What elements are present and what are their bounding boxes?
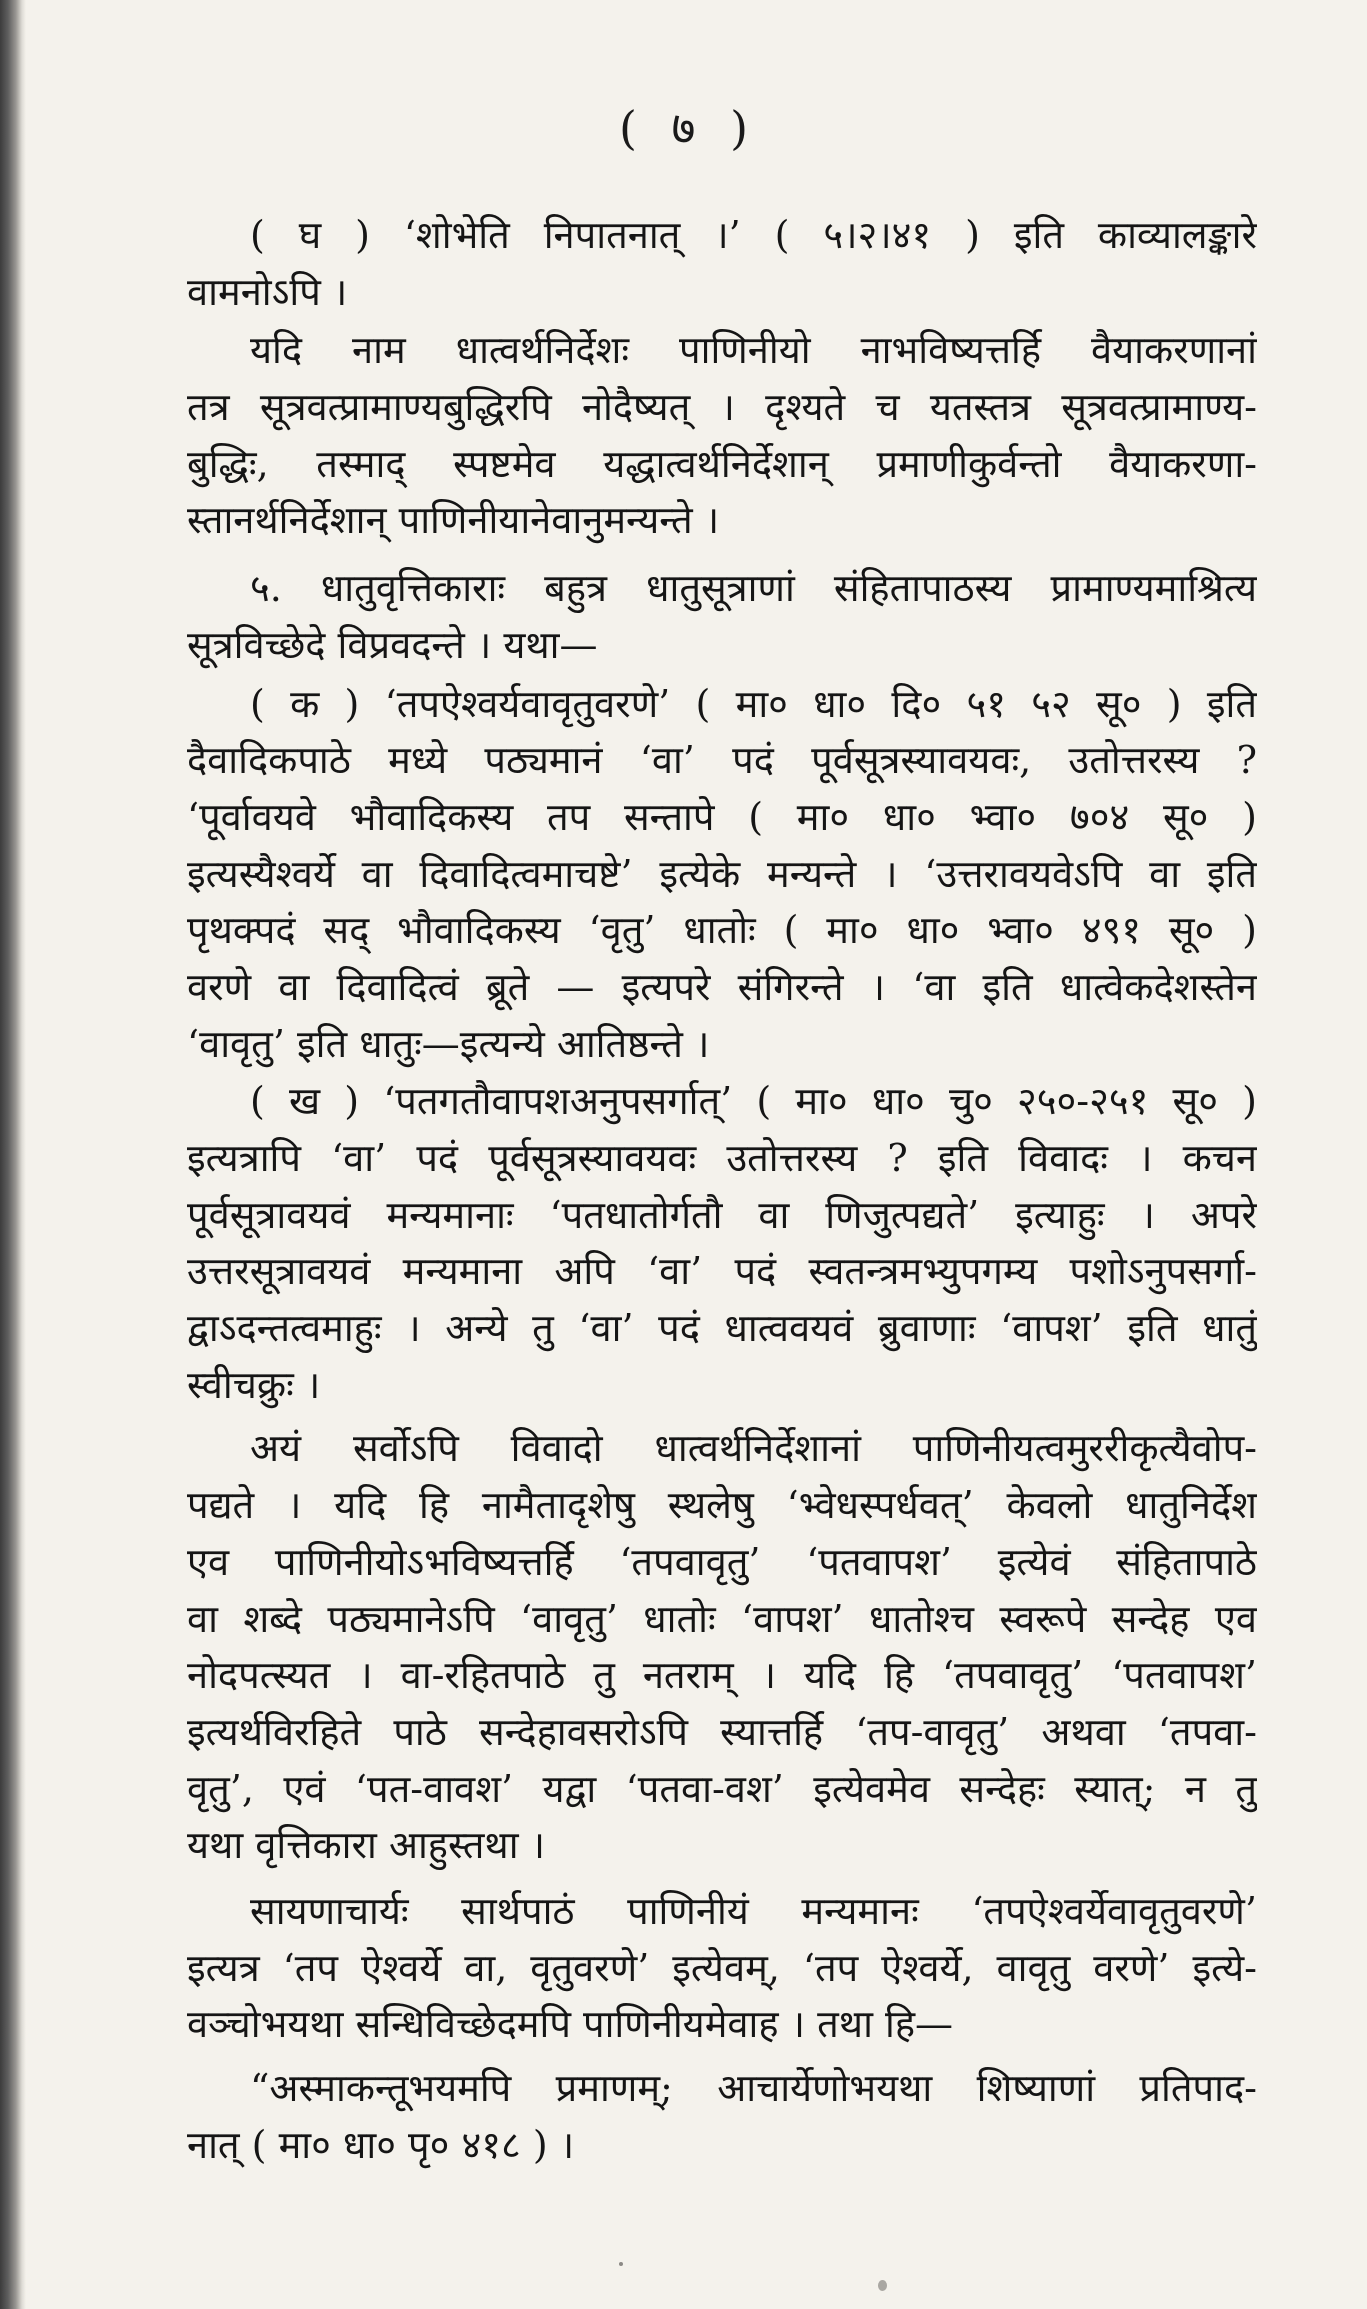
- text-line: ( घ ) ‘शोभेति निपातनात् ।’ ( ५।२।४१ ) इति काव्यालङ्कारे: [250, 213, 1257, 257]
- page-binding-shadow: [0, 0, 26, 2309]
- text-line: यदि नाम धात्वर्थनिर्देशः पाणिनीयो नाभविष्यत्तर्हि वैयाकरणानां: [250, 328, 1257, 373]
- paragraph: [187, 1073, 1257, 1413]
- text-line: दैवादिकपाठे मध्ये पठ्यमानं ‘वा’ पदं पूर्वसूत्रस्यावयवः, उतोत्तरस्य ?: [187, 738, 1257, 783]
- text-line: द्वाऽदन्तत्वमाहुः । अन्ये तु ‘वा’ पदं धात्ववयवं ब्रुवाणाः ‘वापश’ इति धातुं: [187, 1306, 1257, 1351]
- text-line: यथा वृत्तिकारा आहुस्तथा ।: [187, 1823, 546, 1868]
- text-line: ( ख ) ‘पतगतौवापशअनुपसर्गात्’ ( मा० धा० चु० २५०-२५१ सू० ): [250, 1079, 1257, 1124]
- text-line: इत्यत्र ‘तप ऐश्वर्ये वा, वृतुवरणे’ इत्येवम्, ‘तप ऐश्वर्ये, वावृतु वरणे’ इत्ये-: [187, 1945, 1257, 1990]
- paragraph: [187, 1420, 1257, 1874]
- text-line: स्वीचक्रुः ।: [187, 1362, 321, 1407]
- text-line: इत्यत्रापि ‘वा’ पदं पूर्वसूत्रस्यावयवः उतोत्तरस्य ? इति विवादः । कचन: [187, 1136, 1257, 1180]
- text-line: इत्यर्थविरहिते पाठे सन्देहावसरोऽपि स्यात्तर्हि ‘तप-वावृतु’ अथवा ‘तपवा-: [187, 1709, 1257, 1754]
- text-line: पद्यते । यदि हि नामैतादृशेषु स्थलेषु ‘भ्वेधस्पर्धवत्’ केवलो धातुनिर्देश: [187, 1483, 1257, 1528]
- text-line: इत्यस्यैश्वर्ये वा दिवादित्वमाचष्टे’ इत्येके मन्यन्ते । ‘उत्तरावयवेऽपि वा इति: [187, 851, 1257, 896]
- page-number: ( ७ ): [618, 101, 749, 155]
- paragraph: [187, 322, 1257, 549]
- text-line: तत्र सूत्रवत्प्रामाण्यबुद्धिरपि नोदैष्यत् । दृश्यते च यतस्तत्र सूत्रवत्प्रामाण्य-: [187, 385, 1257, 430]
- page-body: [187, 207, 1257, 2173]
- text-line: “अस्माकन्तूभयमपि प्रमाणम्; आचार्येणोभयथा शिष्याणां प्रतिपाद-: [250, 2066, 1257, 2110]
- text-line: वृतु’, एवं ‘पत-वावश’ यद्वा ‘पतवा-वश’ इत्येवमेव सन्देहः स्यात्; न तु: [187, 1766, 1257, 1811]
- ink-smudge: [878, 2280, 887, 2291]
- text-line: अयं सर्वोऽपि विवादो धात्वर्थनिर्देशानां पाणिनीयत्वमुररीकृत्यैवोप-: [250, 1426, 1257, 1471]
- paragraph: [187, 207, 1257, 320]
- text-line: स्तानर्थनिर्देशान् पाणिनीयानेवानुमन्यन्ते ।: [187, 498, 720, 543]
- text-line: ५. धातुवृत्तिकाराः बहुत्र धातुसूत्राणां संहितापाठस्य प्रामाण्यमाश्रित्य: [250, 566, 1257, 611]
- text-line: एव पाणिनीयोऽभविष्यत्तर्हि ‘तपवावृतु’ ‘पतवापश’ इत्येवं संहितापाठे: [187, 1539, 1257, 1584]
- text-line: नात् ( मा० धा० पृ० ४१८ ) ।: [187, 2122, 575, 2167]
- text-line: नोदपत्स्यत । वा-रहितपाठे तु नतराम् । यदि हि ‘तपवावृतु’ ‘पतवापश’: [187, 1653, 1257, 1698]
- paragraph: [187, 676, 1257, 1073]
- text-line: वरणे वा दिवादित्वं ब्रूते — इत्यपरे संगिरन्ते । ‘वा इति धात्वेकदेशस्तेन: [187, 964, 1257, 1009]
- text-line: पूर्वसूत्रावयवं मन्यमानाः ‘पतधातोर्गतौ वा णिजुत्पद्यते’ इत्याहुः । अपरे: [187, 1192, 1257, 1237]
- text-line: सूत्रविच्छेदे विप्रवदन्ते । यथा—: [187, 622, 598, 667]
- text-line: ‘पूर्वावयवे भौवादिकस्य तप सन्तापे ( मा० धा० भ्वा० ७०४ सू० ): [187, 794, 1257, 839]
- text-line: ‘वावृतु’ इति धातुः—इत्यन्ये आतिष्ठन्ते ।: [187, 1021, 710, 1066]
- text-line: सायणाचार्यः सार्थपाठं पाणिनीयं मन्यमानः ‘तपऐश्वर्येवावृतुवरणे’: [250, 1888, 1257, 1933]
- paragraph: [187, 2060, 1257, 2173]
- text-line: पृथक्पदं सद् भौवादिकस्य ‘वृतु’ धातोः ( मा० धा० भ्वा० ४९१ सू० ): [187, 908, 1257, 953]
- text-line: उत्तरसूत्रावयवं मन्यमाना अपि ‘वा’ पदं स्वतन्त्रमभ्युपगम्य पशोऽनुपसर्गा-: [187, 1249, 1257, 1294]
- text-line: वा शब्दे पठ्यमानेऽपि ‘वावृतु’ धातोः ‘वापश’ धातोश्च स्वरूपे सन्देह एव: [187, 1596, 1257, 1641]
- text-line: ( क ) ‘तपऐश्वर्यवावृतुवरणे’ ( मा० धा० दि० ५१ ५२ सू० ) इति: [250, 681, 1257, 726]
- text-line: बुद्धिः, तस्माद् स्पष्टमेव यद्धात्वर्थनिर्देशान् प्रमाणीकुर्वन्तो वैयाकरणा-: [187, 441, 1257, 486]
- text-line: वामनोऽपि ।: [187, 269, 348, 314]
- paragraph: [187, 560, 1257, 673]
- paragraph: [187, 1883, 1257, 2053]
- text-line: वञ्चोभयथा सन्धिविच्छेदमपि पाणिनीयमेवाह । तथा हि—: [187, 2002, 954, 2047]
- ink-speck: [619, 2262, 623, 2266]
